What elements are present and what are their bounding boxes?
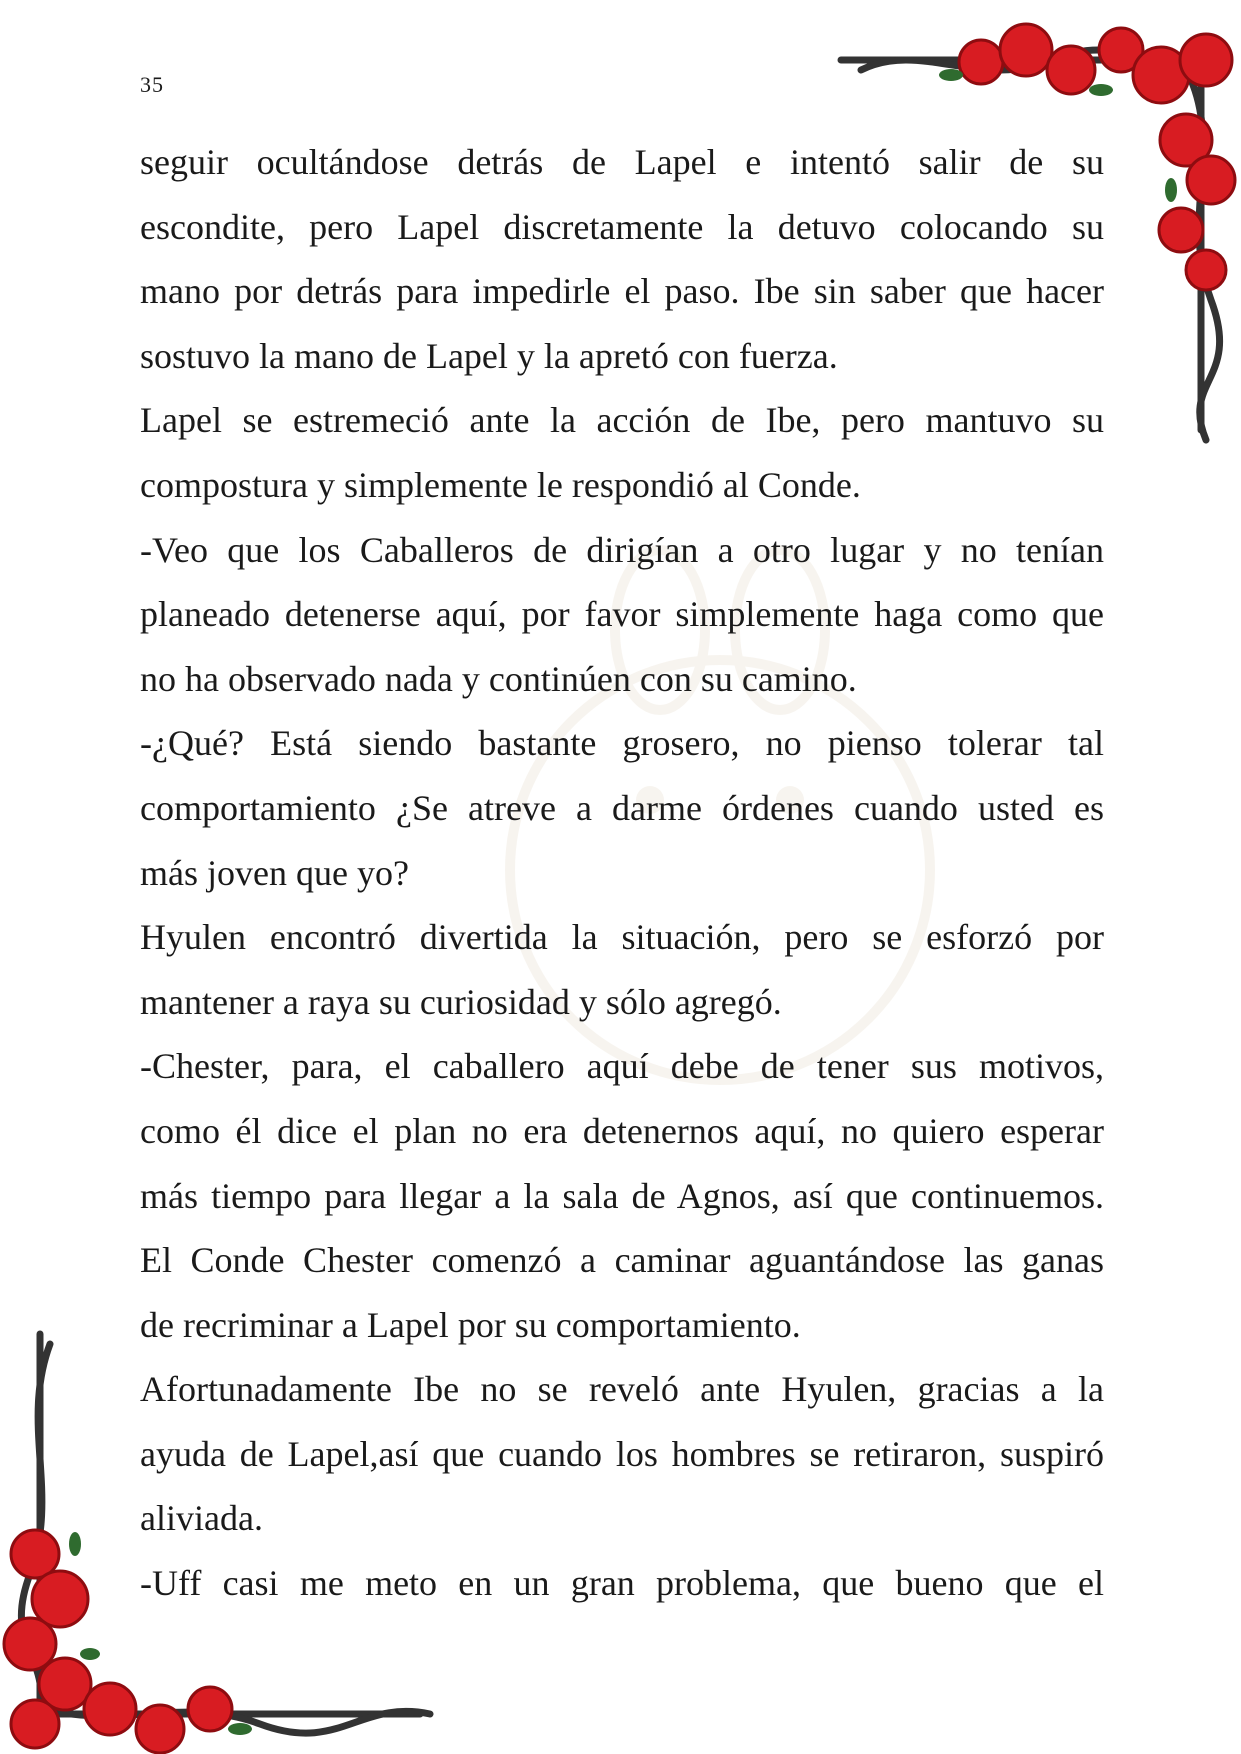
text-line: más tiempo para llegar a la sala de Agnos, así que continuemos. [140,1175,1104,1216]
text-line: seguir ocultándose detrás de Lapel e intentó salir de su [140,142,1104,182]
text-line: -¿Qué? Está siendo bastante grosero, no pienso tolerar tal [140,723,1104,764]
text-line: -Veo que los Caballeros de dirigían a otro lugar y no tenían [140,529,1104,570]
text-line: comportamiento ¿Se atreve a darme órdenes cuando usted es [140,787,1104,828]
text-line: de recriminar a Lapel por su comportamiento. [140,1304,801,1345]
text-line: planeado detenerse aquí, por favor simplemente haga como que [140,594,1104,635]
text-line: Lapel se estremeció ante la acción de Ibe, pero mantuvo su [140,400,1104,441]
text-line: ayuda de Lapel,así que cuando los hombres se retiraron, suspiró [140,1433,1104,1474]
text-line: aliviada. [140,1498,263,1539]
text-line: compostura y simplemente le respondió al Conde. [140,464,861,505]
text-line: escondite, pero Lapel discretamente la detuvo colocando su [140,206,1104,247]
text-line: como él dice el plan no era detenernos aquí, no quiero esperar [140,1110,1104,1151]
text-line: más joven que yo? [140,852,409,893]
text-line: -Chester, para, el caballero aquí debe de tener sus motivos, [140,1046,1104,1087]
page-number: 35 [140,72,164,97]
text-line: sostuvo la mano de Lapel y la apretó con fuerza. [140,335,838,376]
text-line: El Conde Chester comenzó a caminar aguantándose las ganas [140,1240,1104,1281]
text-line: mantener a raya su curiosidad y sólo agregó. [140,981,782,1022]
text-line: mano por detrás para impedirle el paso. Ibe sin saber que hacer [140,271,1104,312]
text-line: -Uff casi me meto en un gran problema, que bueno que el [140,1563,1104,1604]
body-text [140,130,1104,1616]
text-line: Afortunadamente Ibe no se reveló ante Hyulen, gracias a la [140,1369,1104,1410]
text-line: Hyulen encontró divertida la situación, pero se esforzó por [140,917,1104,958]
text-line: no ha observado nada y continúen con su camino. [140,658,857,699]
